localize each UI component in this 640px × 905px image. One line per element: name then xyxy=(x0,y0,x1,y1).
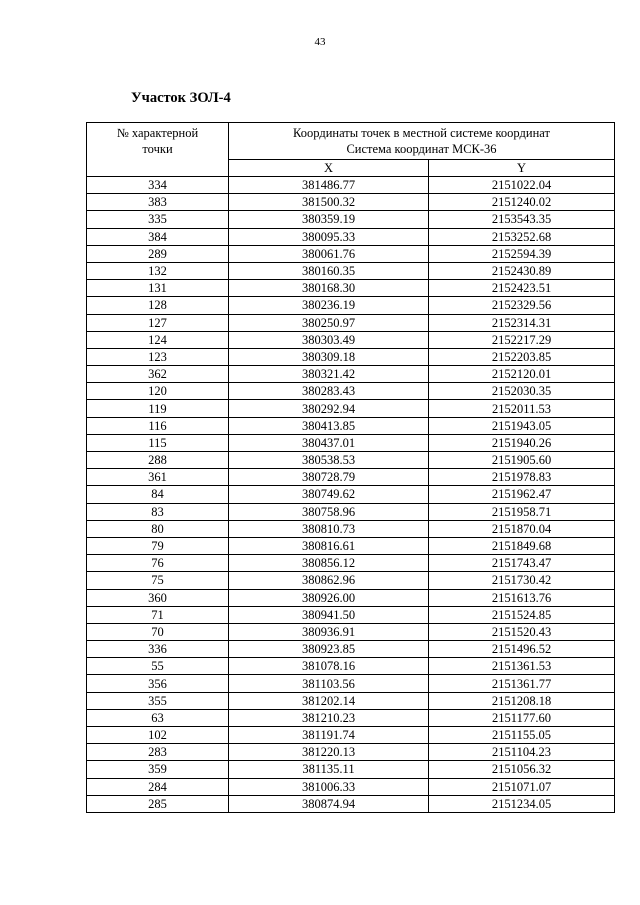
table-row xyxy=(87,709,615,726)
cell-point-number: 71 xyxy=(87,606,229,623)
table-row xyxy=(87,314,615,331)
cell-point-number: 359 xyxy=(87,761,229,778)
cell-x: 380941.50 xyxy=(229,606,429,623)
table-row xyxy=(87,211,615,228)
cell-x: 381500.32 xyxy=(229,194,429,211)
cell-point-number: 70 xyxy=(87,623,229,640)
cell-y: 2151524.85 xyxy=(429,606,615,623)
table-row xyxy=(87,469,615,486)
cell-point-number: 356 xyxy=(87,675,229,692)
table-row xyxy=(87,383,615,400)
table-row xyxy=(87,641,615,658)
cell-x: 380095.33 xyxy=(229,228,429,245)
cell-point-number: 288 xyxy=(87,452,229,469)
cell-x: 380923.85 xyxy=(229,641,429,658)
header-y: Y xyxy=(429,160,615,177)
table-row xyxy=(87,606,615,623)
cell-y: 2151743.47 xyxy=(429,555,615,572)
cell-x: 381210.23 xyxy=(229,709,429,726)
cell-point-number: 120 xyxy=(87,383,229,400)
cell-point-number: 76 xyxy=(87,555,229,572)
cell-x: 381135.11 xyxy=(229,761,429,778)
cell-x: 380862.96 xyxy=(229,572,429,589)
cell-point-number: 361 xyxy=(87,469,229,486)
table-row xyxy=(87,417,615,434)
table-row xyxy=(87,537,615,554)
cell-y: 2151361.77 xyxy=(429,675,615,692)
section-title: Участок ЗОЛ-4 xyxy=(131,90,231,106)
header-point-line2: точки xyxy=(142,142,173,156)
cell-y: 2151155.05 xyxy=(429,727,615,744)
cell-x: 380538.53 xyxy=(229,452,429,469)
cell-y: 2151905.60 xyxy=(429,452,615,469)
cell-x: 381103.56 xyxy=(229,675,429,692)
cell-point-number: 79 xyxy=(87,537,229,554)
cell-y: 2151613.76 xyxy=(429,589,615,606)
table-row xyxy=(87,194,615,211)
cell-x: 381191.74 xyxy=(229,727,429,744)
table-row xyxy=(87,452,615,469)
cell-y: 2153543.35 xyxy=(429,211,615,228)
table-row xyxy=(87,727,615,744)
table-row xyxy=(87,623,615,640)
cell-y: 2151520.43 xyxy=(429,623,615,640)
cell-y: 2153252.68 xyxy=(429,228,615,245)
table-row xyxy=(87,486,615,503)
cell-x: 381220.13 xyxy=(229,744,429,761)
table-row xyxy=(87,589,615,606)
cell-x: 380413.85 xyxy=(229,417,429,434)
table-row xyxy=(87,795,615,812)
cell-y: 2151849.68 xyxy=(429,537,615,554)
table-row xyxy=(87,280,615,297)
cell-y: 2151056.32 xyxy=(429,761,615,778)
cell-point-number: 80 xyxy=(87,520,229,537)
cell-x: 380250.97 xyxy=(229,314,429,331)
cell-point-number: 384 xyxy=(87,228,229,245)
cell-x: 380303.49 xyxy=(229,331,429,348)
cell-y: 2151104.23 xyxy=(429,744,615,761)
cell-point-number: 283 xyxy=(87,744,229,761)
table-row xyxy=(87,761,615,778)
cell-y: 2152011.53 xyxy=(429,400,615,417)
cell-x: 380874.94 xyxy=(229,795,429,812)
cell-y: 2151022.04 xyxy=(429,177,615,194)
table-row xyxy=(87,262,615,279)
table-row xyxy=(87,692,615,709)
table-row xyxy=(87,297,615,314)
table-row xyxy=(87,555,615,572)
cell-x: 381078.16 xyxy=(229,658,429,675)
cell-y: 2152030.35 xyxy=(429,383,615,400)
cell-point-number: 124 xyxy=(87,331,229,348)
cell-point-number: 285 xyxy=(87,795,229,812)
cell-x: 380236.19 xyxy=(229,297,429,314)
cell-y: 2151958.71 xyxy=(429,503,615,520)
table-row xyxy=(87,572,615,589)
cell-x: 380926.00 xyxy=(229,589,429,606)
cell-point-number: 123 xyxy=(87,348,229,365)
cell-x: 381006.33 xyxy=(229,778,429,795)
cell-point-number: 360 xyxy=(87,589,229,606)
cell-point-number: 63 xyxy=(87,709,229,726)
header-coords-line1: Координаты точек в местной системе координат xyxy=(293,126,550,140)
cell-point-number: 289 xyxy=(87,245,229,262)
coordinates-table xyxy=(86,122,615,813)
cell-y: 2151940.26 xyxy=(429,434,615,451)
cell-x: 380321.42 xyxy=(229,366,429,383)
cell-point-number: 355 xyxy=(87,692,229,709)
cell-y: 2151240.02 xyxy=(429,194,615,211)
table-row xyxy=(87,744,615,761)
table-row xyxy=(87,778,615,795)
cell-x: 380749.62 xyxy=(229,486,429,503)
table-row xyxy=(87,177,615,194)
table-row xyxy=(87,228,615,245)
cell-y: 2151234.05 xyxy=(429,795,615,812)
table-row xyxy=(87,348,615,365)
cell-point-number: 132 xyxy=(87,262,229,279)
cell-point-number: 102 xyxy=(87,727,229,744)
cell-y: 2151978.83 xyxy=(429,469,615,486)
cell-point-number: 55 xyxy=(87,658,229,675)
cell-x: 380856.12 xyxy=(229,555,429,572)
cell-point-number: 383 xyxy=(87,194,229,211)
cell-y: 2152314.31 xyxy=(429,314,615,331)
table-row xyxy=(87,675,615,692)
cell-y: 2151962.47 xyxy=(429,486,615,503)
cell-point-number: 115 xyxy=(87,434,229,451)
cell-x: 380292.94 xyxy=(229,400,429,417)
cell-point-number: 336 xyxy=(87,641,229,658)
cell-point-number: 75 xyxy=(87,572,229,589)
table-row xyxy=(87,658,615,675)
cell-y: 2152120.01 xyxy=(429,366,615,383)
cell-point-number: 116 xyxy=(87,417,229,434)
cell-y: 2152203.85 xyxy=(429,348,615,365)
cell-y: 2152430.89 xyxy=(429,262,615,279)
cell-y: 2151870.04 xyxy=(429,520,615,537)
cell-point-number: 334 xyxy=(87,177,229,194)
header-coords-line2: Система координат МСК-36 xyxy=(346,142,497,156)
cell-y: 2151177.60 xyxy=(429,709,615,726)
cell-y: 2152217.29 xyxy=(429,331,615,348)
cell-y: 2152594.39 xyxy=(429,245,615,262)
table-row xyxy=(87,434,615,451)
table-row xyxy=(87,331,615,348)
cell-y: 2152329.56 xyxy=(429,297,615,314)
cell-point-number: 131 xyxy=(87,280,229,297)
cell-y: 2151730.42 xyxy=(429,572,615,589)
cell-y: 2151496.52 xyxy=(429,641,615,658)
cell-y: 2151071.07 xyxy=(429,778,615,795)
cell-x: 380309.18 xyxy=(229,348,429,365)
table-row xyxy=(87,366,615,383)
cell-x: 380816.61 xyxy=(229,537,429,554)
cell-x: 380437.01 xyxy=(229,434,429,451)
cell-point-number: 119 xyxy=(87,400,229,417)
table-row xyxy=(87,503,615,520)
table-row xyxy=(87,245,615,262)
header-x: X xyxy=(229,160,429,177)
page-number: 43 xyxy=(314,36,326,48)
cell-x: 380283.43 xyxy=(229,383,429,400)
header-coordinates xyxy=(229,123,615,160)
cell-point-number: 83 xyxy=(87,503,229,520)
cell-point-number: 128 xyxy=(87,297,229,314)
cell-x: 380758.96 xyxy=(229,503,429,520)
cell-x: 380728.79 xyxy=(229,469,429,486)
table-row xyxy=(87,400,615,417)
cell-y: 2152423.51 xyxy=(429,280,615,297)
cell-x: 380168.30 xyxy=(229,280,429,297)
cell-x: 380936.91 xyxy=(229,623,429,640)
cell-y: 2151943.05 xyxy=(429,417,615,434)
cell-y: 2151208.18 xyxy=(429,692,615,709)
table-row xyxy=(87,520,615,537)
cell-point-number: 127 xyxy=(87,314,229,331)
cell-x: 380061.76 xyxy=(229,245,429,262)
cell-point-number: 84 xyxy=(87,486,229,503)
cell-x: 380160.35 xyxy=(229,262,429,279)
cell-point-number: 362 xyxy=(87,366,229,383)
cell-point-number: 335 xyxy=(87,211,229,228)
header-point-line1: № характерной xyxy=(116,126,199,140)
cell-y: 2151361.53 xyxy=(429,658,615,675)
cell-x: 380810.73 xyxy=(229,520,429,537)
cell-x: 381202.14 xyxy=(229,692,429,709)
cell-point-number: 284 xyxy=(87,778,229,795)
cell-x: 380359.19 xyxy=(229,211,429,228)
table-body xyxy=(87,177,615,813)
header-point-number xyxy=(87,123,229,177)
cell-x: 381486.77 xyxy=(229,177,429,194)
